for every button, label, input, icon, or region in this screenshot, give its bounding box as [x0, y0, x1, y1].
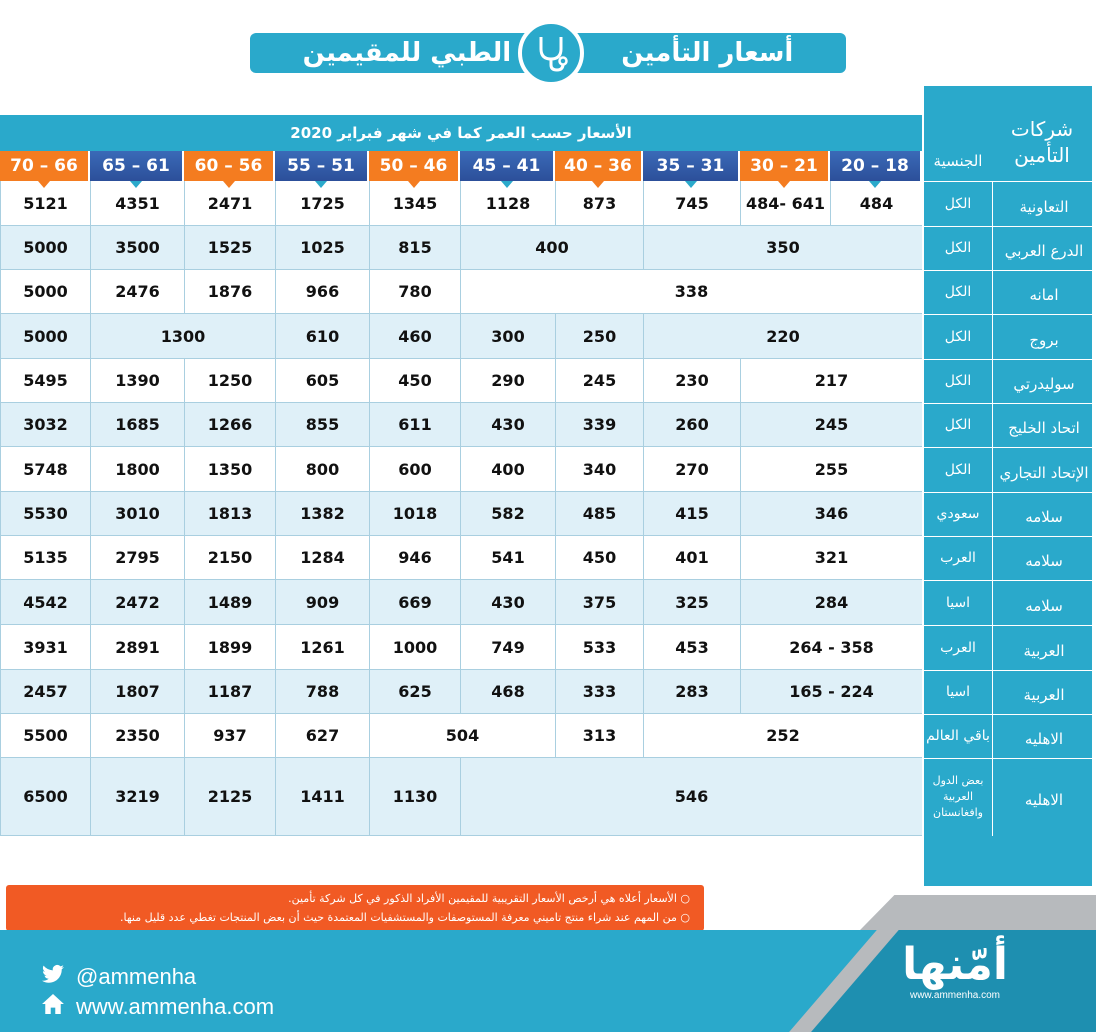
nationality-label: الكل: [944, 373, 972, 389]
table-row: [0, 758, 922, 836]
nationality-label: الكل: [944, 328, 972, 345]
row-divider: [924, 714, 1092, 715]
company-name: سلامه: [1025, 596, 1063, 615]
nationality-label: بعض الدول العربية وافغانستان: [932, 774, 984, 819]
price-cell: 2125: [184, 758, 275, 835]
price-cell: 5748: [0, 447, 90, 491]
price-cell: 245: [740, 403, 922, 446]
price-cell: 1685: [90, 403, 184, 446]
price-cell: 1525: [184, 226, 275, 269]
price-cell: 165 - 224: [740, 670, 922, 713]
row-divider: [924, 359, 1092, 360]
table-row: [0, 359, 922, 403]
price-cell: 321: [740, 536, 922, 579]
price-cell: 484- 641: [740, 181, 830, 225]
row-divider: [924, 314, 1092, 315]
price-cell: 5500: [0, 714, 90, 757]
header-company: شركات التأمين: [1010, 117, 1074, 167]
price-cell: 2891: [90, 625, 184, 669]
price-cell: 1345: [369, 181, 460, 225]
price-cell: 339: [555, 403, 643, 446]
row-divider: [924, 536, 1092, 537]
table-row: [0, 226, 922, 270]
age-band: 70 – 66: [0, 151, 88, 181]
price-cell: 260: [643, 403, 740, 446]
price-cell: 504: [369, 714, 555, 757]
price-cell: 2457: [0, 670, 90, 713]
age-caption: الأسعار حسب العمر كما في شهر فبراير 2020: [0, 115, 922, 151]
price-cell: 5135: [0, 536, 90, 579]
price-cell: 468: [460, 670, 555, 713]
brand-name: أمّنها: [902, 939, 1008, 990]
price-cell: 430: [460, 580, 555, 624]
price-cell: 2471: [184, 181, 275, 225]
company-name: سلامه: [1025, 508, 1063, 526]
price-cell: 937: [184, 714, 275, 757]
age-band: 40 – 36: [555, 151, 641, 181]
price-cell: 250: [555, 314, 643, 358]
price-cell: 1025: [275, 226, 369, 269]
table-row: [0, 492, 922, 536]
brand-logo: [890, 940, 1020, 1010]
panel-divider: [992, 181, 993, 836]
price-cell: 1187: [184, 670, 275, 713]
price-cell: 338: [460, 270, 922, 313]
price-cell: 3032: [0, 403, 90, 446]
price-cell: 1800: [90, 447, 184, 491]
price-cell: 1284: [275, 536, 369, 579]
table-row: [0, 625, 922, 670]
row-divider: [924, 447, 1092, 448]
price-cell: 946: [369, 536, 460, 579]
row-divider: [924, 580, 1092, 581]
price-cell: 1899: [184, 625, 275, 669]
price-cell: 1300: [90, 314, 275, 358]
price-cell: 346: [740, 492, 922, 535]
price-cell: 546: [460, 758, 922, 835]
table-row: [0, 580, 922, 625]
table-row: [0, 403, 922, 447]
table-row: [0, 270, 922, 314]
company-name: التعاونية: [1019, 197, 1069, 216]
row-divider: [924, 670, 1092, 671]
row-divider: [924, 226, 1092, 227]
price-cell: 605: [275, 359, 369, 402]
nationality-label: باقي العالم: [926, 728, 990, 744]
price-cell: 1807: [90, 670, 184, 713]
nationality-label: الكل: [944, 417, 972, 433]
price-cell: 333: [555, 670, 643, 713]
price-cell: 290: [460, 359, 555, 402]
price-cell: 1018: [369, 492, 460, 535]
price-cell: 1725: [275, 181, 369, 225]
price-cell: 4351: [90, 181, 184, 225]
row-divider: [924, 270, 1092, 271]
notes-box: [6, 885, 704, 931]
price-cell: 600: [369, 447, 460, 491]
price-cell: 5000: [0, 226, 90, 269]
table-row: [0, 536, 922, 580]
price-cell: 400: [460, 226, 643, 269]
row-divider: [924, 492, 1092, 493]
price-cell: 1876: [184, 270, 275, 313]
table-row: [0, 314, 922, 359]
price-cell: 252: [643, 714, 922, 757]
price-cell: 217: [740, 359, 922, 402]
note-item: ○ الأسعار أعلاه هي أرخص الأسعار التقريبية للمقيمين الأفراد الذكور في كل شركة تأمين.: [20, 889, 690, 908]
price-cell: 1411: [275, 758, 369, 835]
price-cell: 270: [643, 447, 740, 491]
row-divider: [924, 403, 1092, 404]
price-cell: 430: [460, 403, 555, 446]
price-cell: 669: [369, 580, 460, 624]
price-cell: 313: [555, 714, 643, 757]
age-band: 50 – 46: [369, 151, 458, 181]
price-cell: 3931: [0, 625, 90, 669]
price-cell: 2472: [90, 580, 184, 624]
company-name: العربية: [1023, 641, 1065, 660]
price-cell: 966: [275, 270, 369, 313]
price-cell: 220: [643, 314, 922, 358]
price-cell: 745: [643, 181, 740, 225]
row-divider: [924, 625, 1092, 626]
note-item: ○ من المهم عند شراء منتج تاميني معرفة المستوصفات والمستشفيات المعتمدة حيث أن بعض المنتجات تغطي عدد قليل منها.: [20, 908, 690, 927]
price-cell: 283: [643, 670, 740, 713]
age-band: 20 – 18: [830, 151, 920, 181]
row-divider: [924, 181, 1092, 182]
nationality-label: العرب: [940, 639, 976, 656]
price-cell: 350: [643, 226, 922, 269]
price-cell: 533: [555, 625, 643, 669]
price-cell: 450: [555, 536, 643, 579]
price-cell: 284: [740, 580, 922, 624]
price-cell: 453: [643, 625, 740, 669]
price-cell: 815: [369, 226, 460, 269]
price-cell: 4542: [0, 580, 90, 624]
price-cell: 1000: [369, 625, 460, 669]
company-name: الاهليه: [1024, 791, 1064, 809]
price-cell: 541: [460, 536, 555, 579]
price-cell: 627: [275, 714, 369, 757]
company-name: العربية: [1023, 686, 1065, 704]
nationality-label: الكل: [944, 240, 972, 256]
price-cell: 582: [460, 492, 555, 535]
twitter-handle: @ammenha: [76, 964, 197, 989]
price-cell: 1390: [90, 359, 184, 402]
price-cell: 2150: [184, 536, 275, 579]
company-name: الاهليه: [1024, 730, 1064, 748]
price-cell: 2350: [90, 714, 184, 757]
age-band: 30 – 21: [740, 151, 828, 181]
price-cell: 2476: [90, 270, 184, 313]
table-row: [0, 181, 922, 226]
price-cell: 484: [830, 181, 922, 225]
price-cell: 749: [460, 625, 555, 669]
price-cell: 375: [555, 580, 643, 624]
home-icon: [42, 994, 64, 1020]
company-name: بروج: [1029, 330, 1059, 349]
price-cell: 1250: [184, 359, 275, 402]
price-cell: 401: [643, 536, 740, 579]
company-name: الإتحاد التجاري: [999, 463, 1089, 482]
price-cell: 264 - 358: [740, 625, 922, 669]
price-cell: 400: [460, 447, 555, 491]
price-cell: 610: [275, 314, 369, 358]
price-cell: 5121: [0, 181, 90, 225]
nationality-label: الكل: [944, 461, 972, 478]
age-band: 55 – 51: [275, 151, 367, 181]
price-cell: 1266: [184, 403, 275, 446]
table-row: [0, 714, 922, 758]
price-cell: 485: [555, 492, 643, 535]
age-band: 45 – 41: [460, 151, 553, 181]
title-left: أسعار التأمين: [621, 38, 794, 68]
nationality-label: اسيا: [945, 684, 971, 700]
stethoscope-icon: [518, 20, 584, 86]
company-name: الدرع العربي: [1004, 242, 1084, 260]
price-cell: 300: [460, 314, 555, 358]
nationality-label: الكل: [944, 195, 972, 212]
price-cell: 6500: [0, 758, 90, 835]
age-band: 65 – 61: [90, 151, 182, 181]
company-name: امانه: [1029, 286, 1059, 304]
price-cell: 788: [275, 670, 369, 713]
nationality-label: الكل: [944, 284, 972, 300]
company-name: سلامه: [1025, 552, 1063, 570]
brand-site: www.ammenha.com: [909, 990, 1001, 1001]
price-cell: 3010: [90, 492, 184, 535]
price-cell: 5530: [0, 492, 90, 535]
price-cell: 625: [369, 670, 460, 713]
price-cell: 1128: [460, 181, 555, 225]
price-cell: 1489: [184, 580, 275, 624]
age-band: 35 – 31: [643, 151, 738, 181]
price-cell: 1813: [184, 492, 275, 535]
nationality-label: العرب: [940, 550, 976, 566]
price-cell: 909: [275, 580, 369, 624]
price-cell: 450: [369, 359, 460, 402]
price-cell: 1382: [275, 492, 369, 535]
price-cell: 1130: [369, 758, 460, 835]
twitter-icon: [42, 964, 64, 990]
price-cell: 230: [643, 359, 740, 402]
price-cell: 3219: [90, 758, 184, 835]
price-cell: 5000: [0, 314, 90, 358]
price-cell: 340: [555, 447, 643, 491]
price-cell: 5000: [0, 270, 90, 313]
header-nationality: الجنسية: [933, 152, 983, 170]
age-band: 60 – 56: [184, 151, 273, 181]
price-cell: 611: [369, 403, 460, 446]
title-right: الطبي للمقيمين: [302, 38, 512, 68]
price-cell: 800: [275, 447, 369, 491]
price-cell: 873: [555, 181, 643, 225]
table-row: [0, 447, 922, 492]
price-cell: 325: [643, 580, 740, 624]
website-link[interactable]: [42, 994, 274, 1020]
nationality-label: سعودي: [936, 506, 980, 522]
company-name: اتحاد الخليج: [1008, 419, 1080, 437]
price-cell: 5495: [0, 359, 90, 402]
price-cell: 255: [740, 447, 922, 491]
price-cell: 460: [369, 314, 460, 358]
website-url: www.ammenha.com: [76, 994, 275, 1019]
price-cell: 780: [369, 270, 460, 313]
twitter-link[interactable]: [42, 964, 196, 990]
price-cell: 3500: [90, 226, 184, 269]
price-cell: 1350: [184, 447, 275, 491]
table-row: [0, 670, 922, 714]
price-cell: 855: [275, 403, 369, 446]
price-cell: 245: [555, 359, 643, 402]
row-divider: [924, 758, 1092, 759]
price-cell: 2795: [90, 536, 184, 579]
company-name: سوليدرتي: [1013, 375, 1075, 393]
price-cell: 415: [643, 492, 740, 535]
price-cell: 1261: [275, 625, 369, 669]
nationality-label: اسيا: [945, 594, 971, 611]
